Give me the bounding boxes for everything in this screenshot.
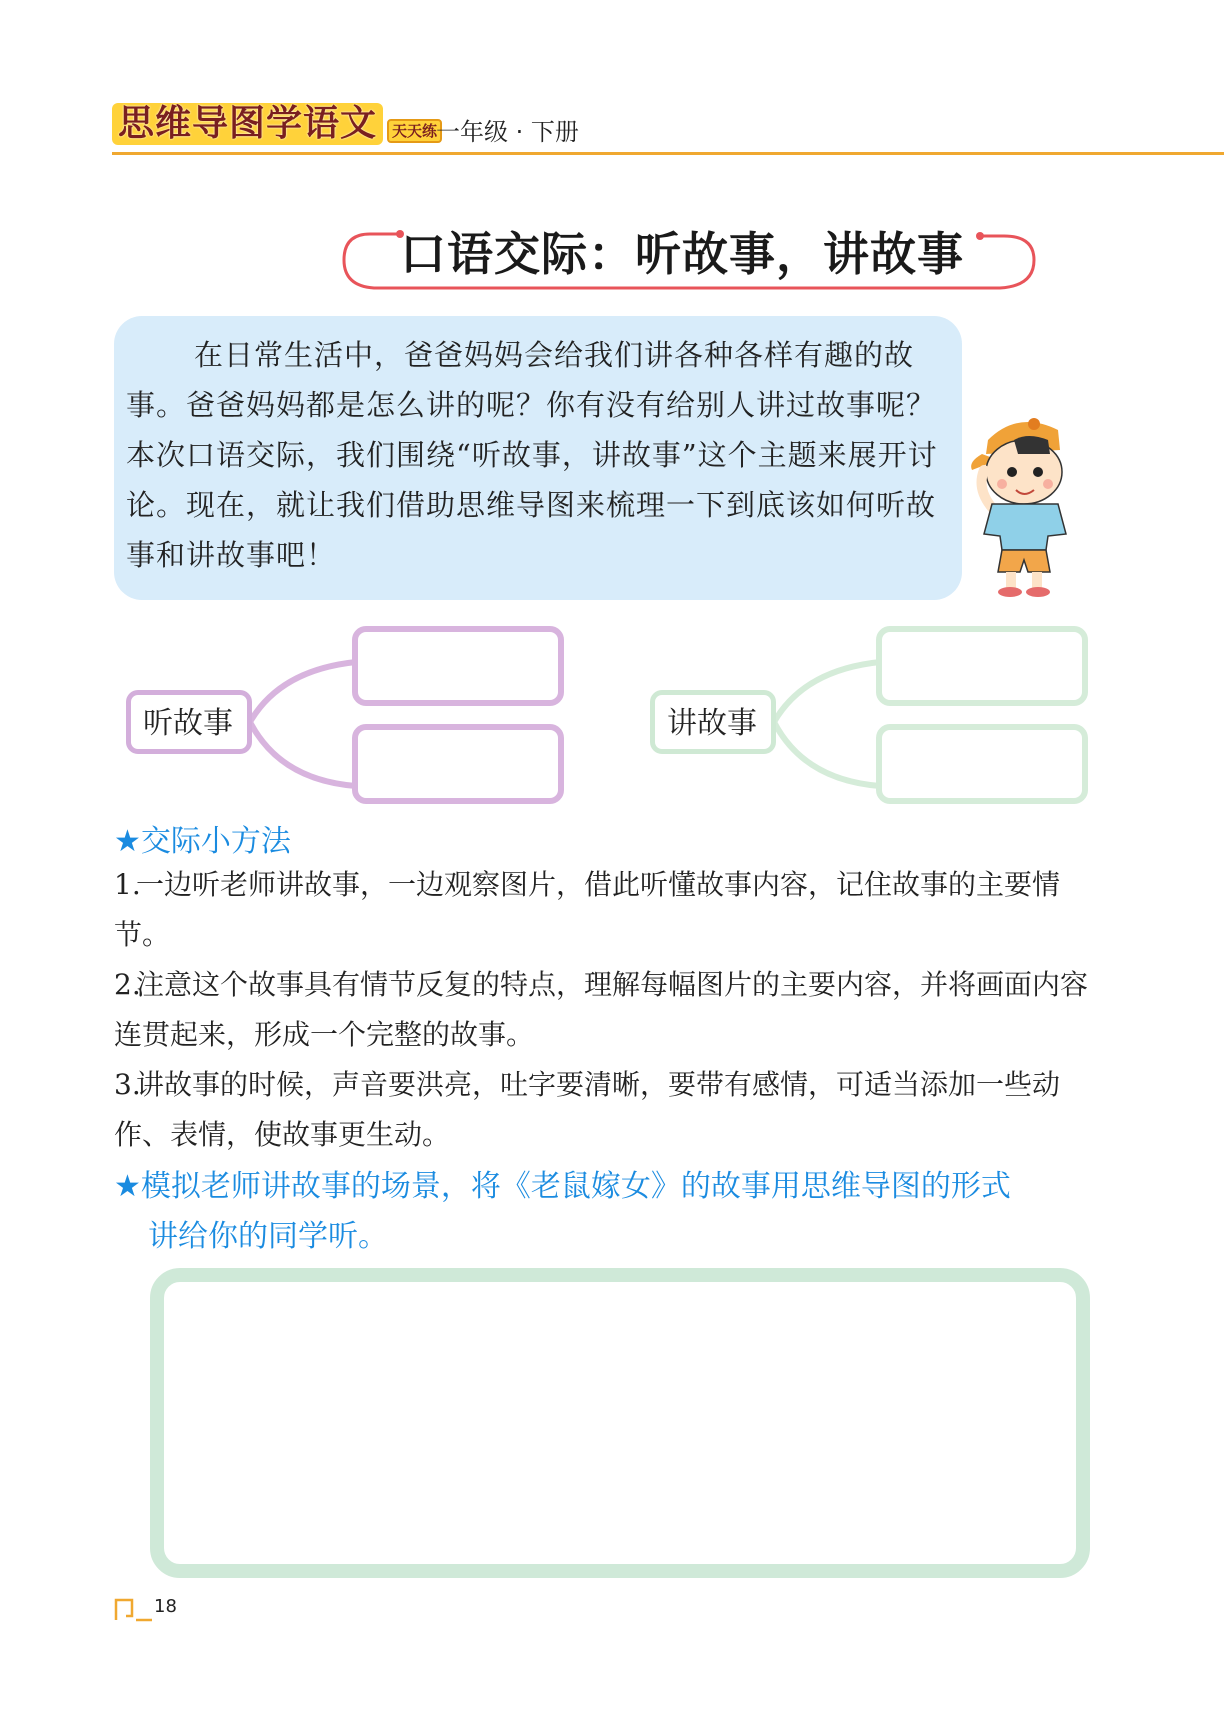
task-heading (114, 1162, 1104, 1262)
node-tell-story: 讲故事 (650, 690, 776, 754)
tell-connectors (774, 650, 884, 800)
task-line-2: 讲给你的同学听。 (148, 1219, 388, 1254)
book-brand (112, 102, 442, 146)
tip-number: 2. (114, 968, 141, 1001)
intro-text: 在日常生活中，爸爸妈妈会给我们讲各种各样有趣的故事。爸爸妈妈都是怎么讲的呢？你有没有给别人讲过故事呢？本次口语交际，我们围绕“听故事，讲故事”这个主题来展开讨论。现在，就让我们借助思维导图来梳理一下到底该如何听故事和讲故事吧！ (126, 338, 938, 572)
listen-connectors (250, 650, 360, 800)
tip-number: 3. (114, 1068, 141, 1101)
node-listen-story: 听故事 (126, 690, 252, 754)
header-divider (112, 152, 1224, 155)
brand-title: 思维导图学语文 (112, 103, 383, 145)
boy-illustration (958, 410, 1098, 600)
listen-answer-box-1[interactable] (352, 626, 564, 706)
answer-area-dotted-border (166, 1284, 1074, 1562)
tip-item (114, 960, 1094, 1060)
tip-text: 一边听老师讲故事，一边观察图片，借此听懂故事内容，记住故事的主要情节。 (114, 868, 1061, 951)
tip-item (114, 1060, 1094, 1160)
tip-number: 1. (114, 868, 141, 901)
section-title: 口语交际：听故事，讲故事 (400, 227, 964, 281)
task-line-1: ★模拟老师讲故事的场景，将《老鼠嫁女》的故事用思维导图的形式 (114, 1169, 1011, 1204)
tip-text: 注意这个故事具有情节反复的特点，理解每幅图片的主要内容，并将画面内容连贯起来，形成一个完整的故事。 (114, 968, 1089, 1051)
tips-heading: ★交际小方法 (114, 824, 291, 859)
page-number: 18 (154, 1596, 177, 1617)
page-corner-mark (114, 1596, 154, 1622)
brand-badge: 天天练 (387, 119, 442, 143)
tip-text: 讲故事的时候，声音要洪亮，吐字要清晰，要带有感情，可适当添加一些动作、表情，使故事更生动。 (114, 1068, 1061, 1151)
tip-item (114, 860, 1094, 960)
listen-answer-box-2[interactable] (352, 724, 564, 804)
tell-answer-box-1[interactable] (876, 626, 1088, 706)
answer-area[interactable] (150, 1268, 1090, 1578)
grade-label: 一年级 · 下册 (436, 118, 579, 146)
tell-answer-box-2[interactable] (876, 724, 1088, 804)
